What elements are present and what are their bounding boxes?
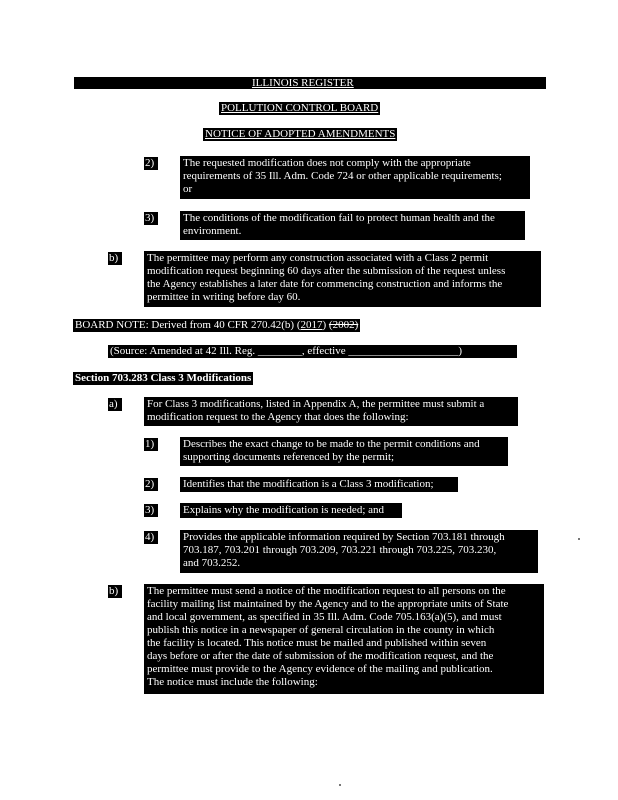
text-line: permittee must provide to the Agency evidence of the mailing and publication. [147, 663, 493, 675]
text-line: and 703.252. [183, 557, 241, 569]
paragraph-marker: b) [108, 252, 122, 265]
scan-speck [578, 538, 580, 540]
board-note-sep: ) [322, 319, 329, 331]
notice-title: NOTICE OF ADOPTED AMENDMENTS [205, 128, 396, 140]
board-note-old-year: (2002) [328, 319, 359, 331]
text-line: supporting documents referenced by the permit; [183, 451, 395, 463]
text-line: modification request beginning 60 days after the submission of the request unless [147, 265, 506, 277]
text-line: publish this notice in a newspaper of general circulation in the county in which [147, 624, 495, 636]
board-note-new-year: 2017 [300, 319, 323, 331]
section-heading: Section 703.283 Class 3 Modifications [75, 372, 252, 384]
paragraph-marker: b) [108, 585, 122, 598]
text-line: Describes the exact change to be made to the permit conditions and [183, 438, 480, 450]
item-marker: 2) [144, 157, 158, 170]
register-title: ILLINOIS REGISTER [252, 77, 354, 89]
text-line: The requested modification does not comply with the appropriate [183, 157, 471, 169]
text-line: Provides the applicable information required by Section 703.181 through [183, 531, 505, 543]
text-line: Explains why the modification is needed; and [183, 504, 385, 516]
text-line: The permittee may perform any construction associated with a Class 2 permit [147, 252, 489, 264]
text-line: permittee in writing before day 60. [147, 291, 301, 303]
item-text [180, 477, 458, 492]
text-line: days before or after the date of submission of the modification request, and the [147, 650, 494, 662]
item-text [180, 530, 538, 573]
item-marker: 1) [144, 438, 158, 451]
item-text [180, 156, 530, 199]
text-line: or [183, 183, 193, 195]
text-line: The permittee must send a notice of the modification request to all persons on the [147, 585, 506, 597]
item-text [180, 437, 508, 466]
text-line: The notice must include the following: [147, 676, 318, 688]
text-line: modification request to the Agency that does the following: [147, 411, 409, 423]
text-line: the Agency establishes a later date for commencing construction and informs the [147, 278, 503, 290]
item-marker: 3) [144, 212, 158, 225]
scan-speck [339, 784, 341, 786]
board-note [73, 319, 360, 332]
text-line: and local government, as specified in 35 Ill. Adm. Code 705.163(a)(5), and must [147, 611, 502, 623]
item-marker: 3) [144, 504, 158, 517]
text-line: For Class 3 modifications, listed in Appendix A, the permittee must submit a [147, 398, 485, 410]
text-line: Identifies that the modification is a Class 3 modification; [183, 478, 434, 490]
board-note-prefix: BOARD NOTE: Derived from 40 CFR 270.42(b) ( [75, 319, 301, 331]
text-line: environment. [183, 225, 242, 237]
item-marker: 4) [144, 531, 158, 544]
agency-title: POLLUTION CONTROL BOARD [221, 102, 379, 114]
item-text [180, 211, 525, 240]
item-text [180, 503, 402, 518]
paragraph-marker: a) [108, 398, 122, 411]
paragraph-text [144, 584, 544, 694]
paragraph-text [144, 397, 518, 426]
item-marker: 2) [144, 478, 158, 491]
text-line: facility mailing list maintained by the Agency and to the appropriate units of State [147, 598, 509, 610]
text-line: requirements of 35 Ill. Adm. Code 724 or other applicable requirements; [183, 170, 502, 182]
text-line: the facility is located. This notice must be mailed and published within seven [147, 637, 487, 649]
source-note: (Source: Amended at 42 Ill. Reg. ________, effective ____________________) [108, 345, 517, 358]
paragraph-text [144, 251, 541, 307]
text-line: 703.187, 703.201 through 703.209, 703.221 through 703.225, 703.230, [183, 544, 497, 556]
text-line: The conditions of the modification fail to protect human health and the [183, 212, 495, 224]
